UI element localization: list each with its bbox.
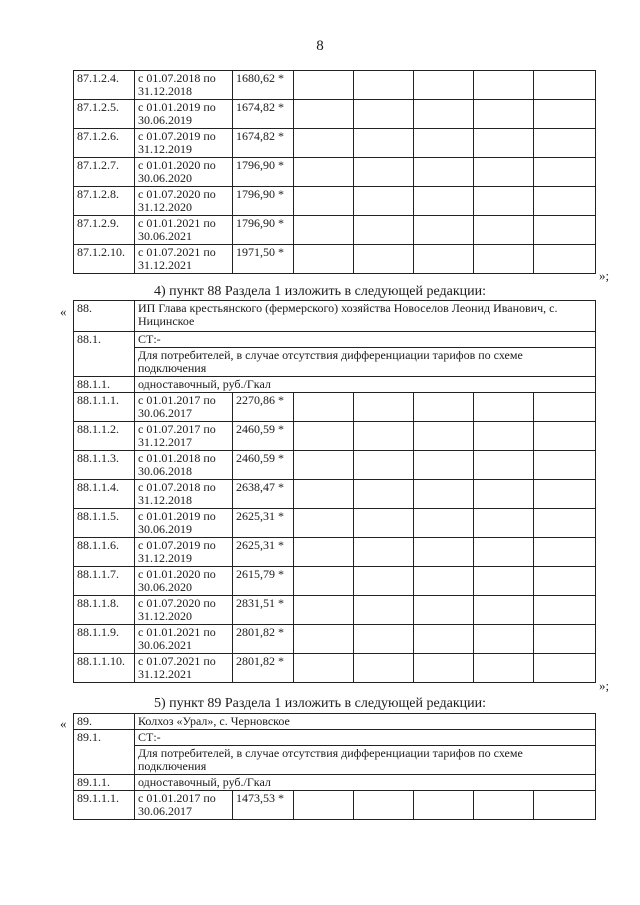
row-period: с 01.07.2019 по 31.12.2019 <box>135 538 233 567</box>
row-value: 2615,79 * <box>233 567 294 596</box>
row-value: 2801,82 * <box>233 625 294 654</box>
row-period: с 01.07.2017 по 31.12.2017 <box>135 422 233 451</box>
row-code: 87.1.2.10. <box>74 245 135 274</box>
row-value: 1971,50 * <box>233 245 294 274</box>
table-89-body <box>74 714 596 820</box>
row-value: 1796,90 * <box>233 216 294 245</box>
row-code: 88.1.1.6. <box>74 538 135 567</box>
table-88-body <box>74 301 596 683</box>
closing-quote-1: »; <box>599 268 610 283</box>
row-value: 1674,82 * <box>233 100 294 129</box>
row-code: 88.1.1.5. <box>74 509 135 538</box>
table-87-body <box>74 71 596 274</box>
row-period: с 01.01.2020 по 30.06.2020 <box>135 158 233 187</box>
row-code: 87.1.2.5. <box>74 100 135 129</box>
row-value: 1674,82 * <box>233 129 294 158</box>
rate-row <box>74 377 596 393</box>
consumers-row <box>74 348 596 377</box>
row-period: с 01.07.2020 по 31.12.2020 <box>135 596 233 625</box>
row-period: с 01.01.2021 по 30.06.2021 <box>135 625 233 654</box>
row-period: с 01.01.2021 по 30.06.2021 <box>135 216 233 245</box>
ct-label: СТ:- <box>135 730 596 746</box>
org-row <box>74 301 596 332</box>
org-code: 88. <box>74 301 135 332</box>
row-period: с 01.01.2017 по 30.06.2017 <box>135 393 233 422</box>
table-row <box>74 509 596 538</box>
opening-quote-88: « <box>60 304 67 319</box>
table-row <box>74 187 596 216</box>
row-period: с 01.07.2021 по 31.12.2021 <box>135 245 233 274</box>
row-code: 88.1.1.4. <box>74 480 135 509</box>
row-value: 2460,59 * <box>233 451 294 480</box>
org-code: 89. <box>74 714 135 730</box>
section-heading-5: 5) пункт 89 Раздела 1 изложить в следующей редакции: <box>154 696 486 711</box>
row-code: 88.1.1.8. <box>74 596 135 625</box>
row-code: 88.1.1.1. <box>74 393 135 422</box>
row-value: 1473,53 * <box>233 791 294 820</box>
row-code: 87.1.2.6. <box>74 129 135 158</box>
row-period: с 01.07.2020 по 31.12.2020 <box>135 187 233 216</box>
tariff-table-89 <box>73 713 596 820</box>
tariff-table-88 <box>73 300 596 683</box>
row-code: 88.1.1.7. <box>74 567 135 596</box>
consumers-note: Для потребителей, в случае отсутствия дифференциации тарифов по схеме подключения <box>135 348 596 377</box>
table-row <box>74 245 596 274</box>
table-row <box>74 451 596 480</box>
row-period: с 01.01.2018 по 30.06.2018 <box>135 451 233 480</box>
row-value: 2270,86 * <box>233 393 294 422</box>
org-name: ИП Глава крестьянского (фермерского) хозяйства Новоселов Леонид Иванович, с. Ницинское <box>135 301 596 332</box>
closing-quote-2: »; <box>599 678 610 693</box>
table-row <box>74 100 596 129</box>
ct-row <box>74 332 596 348</box>
row-code: 87.1.2.9. <box>74 216 135 245</box>
row-value: 1796,90 * <box>233 158 294 187</box>
row-code: 87.1.2.8. <box>74 187 135 216</box>
row-period: с 01.01.2017 по 30.06.2017 <box>135 791 233 820</box>
table-row <box>74 654 596 683</box>
row-code: 87.1.2.4. <box>74 71 135 100</box>
row-period: с 01.01.2019 по 30.06.2019 <box>135 509 233 538</box>
org-name: Колхоз «Урал», с. Черновское <box>135 714 596 730</box>
row-period: с 01.07.2018 по 31.12.2018 <box>135 480 233 509</box>
row-code: 88.1.1.9. <box>74 625 135 654</box>
rate-row <box>74 775 596 791</box>
table-row <box>74 480 596 509</box>
row-period: с 01.07.2021 по 31.12.2021 <box>135 654 233 683</box>
row-value: 2638,47 * <box>233 480 294 509</box>
org-row <box>74 714 596 730</box>
rate-label: одноставочный, руб./Гкал <box>135 775 596 791</box>
ct-label: СТ:- <box>135 332 596 348</box>
table-row <box>74 625 596 654</box>
page-number: 8 <box>316 38 324 54</box>
row-code: 88.1.1.3. <box>74 451 135 480</box>
row-code: 87.1.2.7. <box>74 158 135 187</box>
table-row <box>74 567 596 596</box>
table-row <box>74 422 596 451</box>
rate-code: 88.1.1. <box>74 377 135 393</box>
table-row <box>74 71 596 100</box>
row-code: 88.1.1.2. <box>74 422 135 451</box>
row-code: 88.1.1.10. <box>74 654 135 683</box>
section-heading-4: 4) пункт 88 Раздела 1 изложить в следующей редакции: <box>154 284 486 299</box>
row-value: 1680,62 * <box>233 71 294 100</box>
row-value: 2625,31 * <box>233 509 294 538</box>
consumers-note: Для потребителей, в случае отсутствия дифференциации тарифов по схеме подключения <box>135 746 596 775</box>
table-row <box>74 538 596 567</box>
row-value: 2625,31 * <box>233 538 294 567</box>
ct-code: 88.1. <box>74 332 135 377</box>
ct-row <box>74 730 596 746</box>
table-row <box>74 216 596 245</box>
row-period: с 01.01.2019 по 30.06.2019 <box>135 100 233 129</box>
rate-code: 89.1.1. <box>74 775 135 791</box>
row-value: 2831,51 * <box>233 596 294 625</box>
row-value: 2801,82 * <box>233 654 294 683</box>
opening-quote-89: « <box>60 716 67 731</box>
row-code: 89.1.1.1. <box>74 791 135 820</box>
table-row <box>74 158 596 187</box>
row-period: с 01.07.2018 по 31.12.2018 <box>135 71 233 100</box>
row-value: 2460,59 * <box>233 422 294 451</box>
row-value: 1796,90 * <box>233 187 294 216</box>
table-row <box>74 393 596 422</box>
row-period: с 01.01.2020 по 30.06.2020 <box>135 567 233 596</box>
table-row <box>74 596 596 625</box>
rate-label: одноставочный, руб./Гкал <box>135 377 596 393</box>
row-period: с 01.07.2019 по 31.12.2019 <box>135 129 233 158</box>
table-row <box>74 791 596 820</box>
tariff-table-87 <box>73 70 596 274</box>
ct-code: 89.1. <box>74 730 135 775</box>
consumers-row <box>74 746 596 775</box>
table-row <box>74 129 596 158</box>
